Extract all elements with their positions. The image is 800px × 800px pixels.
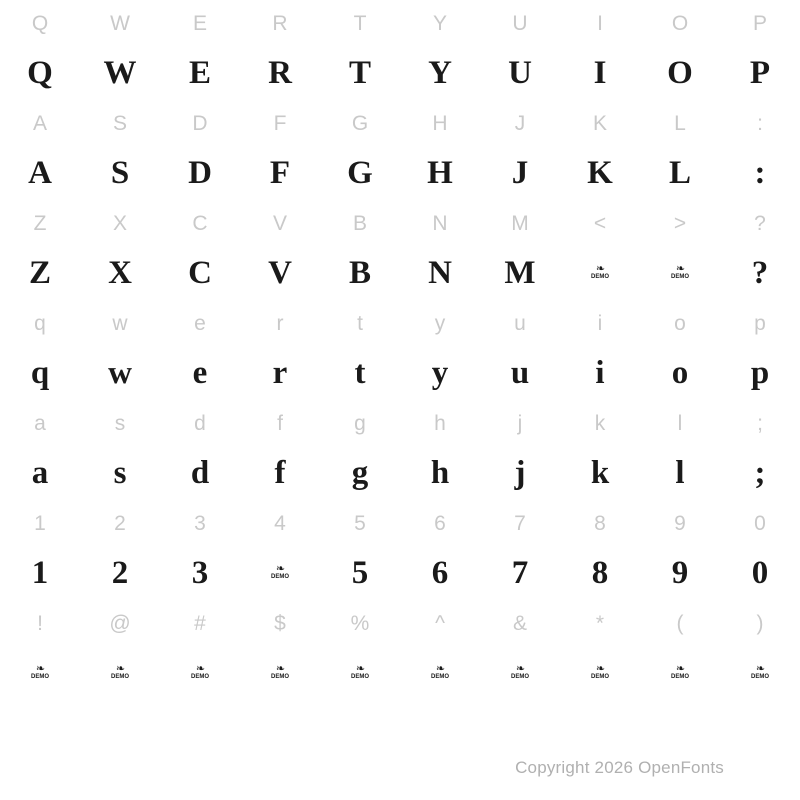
key-label: J	[514, 111, 526, 135]
sprig-icon: ❧	[275, 663, 285, 675]
key-label: i	[597, 311, 603, 335]
demo-placeholder-icon	[351, 665, 369, 681]
demo-placeholder-icon	[191, 665, 209, 681]
row-pair	[0, 0, 800, 100]
glyph-sample: d	[190, 454, 210, 491]
glyph-sample: W	[103, 54, 137, 91]
glyph-sample: h	[430, 454, 450, 491]
key-label: :	[757, 111, 763, 135]
key-label: q	[34, 311, 46, 335]
key-label: I	[597, 11, 603, 35]
glyph-sample: U	[508, 54, 532, 91]
key-label: A	[32, 111, 47, 135]
key-label: S	[112, 111, 127, 135]
key-label: 2	[114, 511, 126, 535]
key-label: H	[432, 111, 448, 135]
key-label: R	[272, 11, 288, 35]
glyph-missing-placeholder	[640, 646, 720, 700]
demo-label: DEMO	[271, 574, 289, 580]
key-row	[0, 400, 800, 446]
glyph-missing-placeholder	[160, 646, 240, 700]
demo-placeholder-icon	[111, 665, 129, 681]
glyph-missing-placeholder	[320, 646, 400, 700]
key-row	[0, 600, 800, 646]
row-pair	[0, 300, 800, 400]
glyph-sample: O	[667, 54, 693, 91]
demo-label: DEMO	[271, 674, 289, 680]
key-label: e	[194, 311, 206, 335]
glyph-row	[0, 546, 800, 600]
key-label: @	[109, 611, 131, 635]
key-label: d	[194, 411, 206, 435]
key-label: E	[192, 11, 207, 35]
glyph-sample: B	[348, 254, 371, 291]
key-label: 5	[354, 511, 366, 535]
sprig-icon: ❧	[675, 263, 685, 275]
key-label: f	[277, 411, 283, 435]
glyph-missing-placeholder	[560, 646, 640, 700]
glyph-sample: R	[268, 54, 292, 91]
key-label: s	[114, 411, 126, 435]
glyph-sample: ;	[754, 454, 766, 491]
glyph-missing-placeholder	[640, 246, 720, 300]
key-label: O	[671, 11, 689, 35]
glyph-sample: C	[188, 254, 212, 291]
glyph-sample: I	[593, 54, 607, 91]
key-label: *	[595, 611, 605, 635]
key-label: o	[674, 311, 686, 335]
demo-placeholder-icon	[671, 265, 689, 281]
glyph-sample: y	[431, 354, 449, 391]
glyph-sample: H	[427, 154, 453, 191]
demo-label: DEMO	[751, 674, 769, 680]
demo-label: DEMO	[591, 674, 609, 680]
key-label: !	[37, 611, 43, 635]
key-label: Z	[33, 211, 47, 235]
glyph-sample: 9	[671, 554, 689, 591]
glyph-sample: Q	[27, 54, 53, 91]
sprig-icon: ❧	[195, 663, 205, 675]
key-label: <	[593, 211, 607, 235]
glyph-missing-placeholder	[240, 546, 320, 600]
key-label: 6	[434, 511, 446, 535]
key-label: B	[352, 211, 367, 235]
key-label: G	[351, 111, 369, 135]
key-label: W	[110, 11, 130, 35]
glyph-sample: r	[272, 354, 288, 391]
key-label: 4	[274, 511, 286, 535]
key-row	[0, 200, 800, 246]
glyph-sample: 7	[511, 554, 529, 591]
glyph-row	[0, 46, 800, 100]
key-label: p	[754, 311, 766, 335]
demo-label: DEMO	[351, 674, 369, 680]
demo-placeholder-icon	[671, 665, 689, 681]
key-label: %	[350, 611, 370, 635]
demo-placeholder-icon	[31, 665, 49, 681]
glyph-missing-placeholder	[480, 646, 560, 700]
glyph-sample: 1	[31, 554, 49, 591]
demo-label: DEMO	[31, 674, 49, 680]
glyph-sample: i	[595, 354, 605, 391]
key-row	[0, 0, 800, 46]
row-pair	[0, 500, 800, 600]
glyph-sample: P	[749, 54, 771, 91]
glyph-row	[0, 246, 800, 300]
demo-label: DEMO	[671, 674, 689, 680]
sprig-icon: ❧	[355, 663, 365, 675]
glyph-sample: N	[428, 254, 452, 291]
key-label: Q	[31, 11, 49, 35]
demo-label: DEMO	[591, 274, 609, 280]
key-label: &	[512, 611, 527, 635]
glyph-row	[0, 446, 800, 500]
demo-label: DEMO	[671, 274, 689, 280]
glyph-missing-placeholder	[560, 246, 640, 300]
key-label: k	[594, 411, 606, 435]
key-label: >	[673, 211, 687, 235]
key-label: u	[514, 311, 526, 335]
key-label: Y	[432, 11, 447, 35]
glyph-sample: e	[192, 354, 208, 391]
demo-placeholder-icon	[591, 665, 609, 681]
glyph-sample: o	[671, 354, 689, 391]
glyph-sample: g	[351, 454, 369, 491]
key-label: 7	[514, 511, 526, 535]
glyph-sample: K	[587, 154, 613, 191]
row-pair	[0, 200, 800, 300]
key-row	[0, 100, 800, 146]
glyph-sample: A	[28, 154, 52, 191]
sprig-icon: ❧	[35, 663, 45, 675]
sprig-icon: ❧	[435, 663, 445, 675]
key-label: w	[112, 311, 128, 335]
glyph-missing-placeholder	[720, 646, 800, 700]
glyph-sample: G	[347, 154, 373, 191]
key-label: N	[432, 211, 448, 235]
glyph-sample: :	[754, 154, 766, 191]
key-label: l	[677, 411, 683, 435]
key-label: 9	[674, 511, 686, 535]
glyph-sample: f	[274, 454, 286, 491]
key-label: )	[756, 611, 764, 635]
glyph-sample: 2	[111, 554, 129, 591]
key-label: 8	[594, 511, 606, 535]
glyph-sample: Z	[28, 254, 51, 291]
key-label: (	[676, 611, 684, 635]
glyph-sample: l	[675, 454, 685, 491]
glyph-sample: j	[514, 454, 526, 491]
key-label: r	[276, 311, 284, 335]
demo-placeholder-icon	[751, 665, 769, 681]
row-pair	[0, 600, 800, 700]
glyph-sample: k	[590, 454, 610, 491]
sprig-icon: ❧	[595, 663, 605, 675]
glyph-missing-placeholder	[400, 646, 480, 700]
key-label: D	[192, 111, 208, 135]
key-label: $	[274, 611, 286, 635]
demo-placeholder-icon	[511, 665, 529, 681]
row-pair	[0, 100, 800, 200]
glyph-sample: a	[31, 454, 49, 491]
key-label: V	[272, 211, 287, 235]
sprig-icon: ❧	[675, 663, 685, 675]
glyph-sample: q	[30, 354, 50, 391]
glyph-sample: w	[108, 354, 132, 391]
demo-label: DEMO	[191, 674, 209, 680]
glyph-sample: E	[188, 54, 211, 91]
glyph-sample: M	[504, 254, 536, 291]
key-label: T	[353, 11, 367, 35]
demo-placeholder-icon	[431, 665, 449, 681]
copyright-notice: Copyright 2026 OpenFonts	[515, 758, 724, 777]
glyph-sample: V	[268, 254, 292, 291]
demo-placeholder-icon	[271, 565, 289, 581]
glyph-sample: ?	[751, 254, 769, 291]
key-label: j	[517, 411, 523, 435]
key-label: U	[512, 11, 528, 35]
glyph-missing-placeholder	[240, 646, 320, 700]
glyph-sample: D	[188, 154, 212, 191]
glyph-row	[0, 146, 800, 200]
key-label: h	[434, 411, 446, 435]
demo-label: DEMO	[431, 674, 449, 680]
key-label: g	[354, 411, 366, 435]
glyph-sample: 3	[191, 554, 209, 591]
glyph-sample: u	[510, 354, 530, 391]
glyph-sample: s	[113, 454, 127, 491]
glyph-sample: F	[269, 154, 291, 191]
demo-placeholder-icon	[271, 665, 289, 681]
key-row	[0, 500, 800, 546]
demo-label: DEMO	[511, 674, 529, 680]
key-label: ^	[435, 611, 445, 635]
key-label: ?	[754, 211, 766, 235]
glyph-sample: L	[668, 154, 691, 191]
glyph-sample: S	[110, 154, 130, 191]
sprig-icon: ❧	[115, 663, 125, 675]
key-label: #	[194, 611, 206, 635]
key-label: F	[273, 111, 287, 135]
row-pair	[0, 400, 800, 500]
glyph-sample: p	[750, 354, 770, 391]
glyph-sample: t	[354, 354, 366, 391]
key-label: t	[357, 311, 363, 335]
sprig-icon: ❧	[275, 563, 285, 575]
key-label: y	[434, 311, 446, 335]
glyph-sample: Y	[428, 54, 452, 91]
key-label: 3	[194, 511, 206, 535]
key-label: 0	[754, 511, 766, 535]
glyph-missing-placeholder	[0, 646, 80, 700]
key-label: P	[752, 11, 767, 35]
glyph-sample: 0	[751, 554, 769, 591]
sprig-icon: ❧	[595, 263, 605, 275]
key-label: C	[192, 211, 208, 235]
demo-label: DEMO	[111, 674, 129, 680]
key-label: a	[34, 411, 46, 435]
glyph-sample: 5	[351, 554, 369, 591]
key-label: X	[112, 211, 127, 235]
glyph-sample: X	[108, 254, 132, 291]
key-label: 1	[34, 511, 46, 535]
glyph-sample: T	[348, 54, 371, 91]
sprig-icon: ❧	[755, 663, 765, 675]
glyph-row	[0, 346, 800, 400]
glyph-sample: 6	[431, 554, 449, 591]
key-label: K	[592, 111, 607, 135]
glyph-missing-placeholder	[80, 646, 160, 700]
sprig-icon: ❧	[515, 663, 525, 675]
key-row	[0, 300, 800, 346]
key-label: ;	[757, 411, 763, 435]
glyph-row	[0, 646, 800, 700]
demo-placeholder-icon	[591, 265, 609, 281]
key-label: M	[511, 211, 529, 235]
key-label: L	[674, 111, 686, 135]
glyph-sample: 8	[591, 554, 609, 591]
glyph-sample: J	[511, 154, 529, 191]
